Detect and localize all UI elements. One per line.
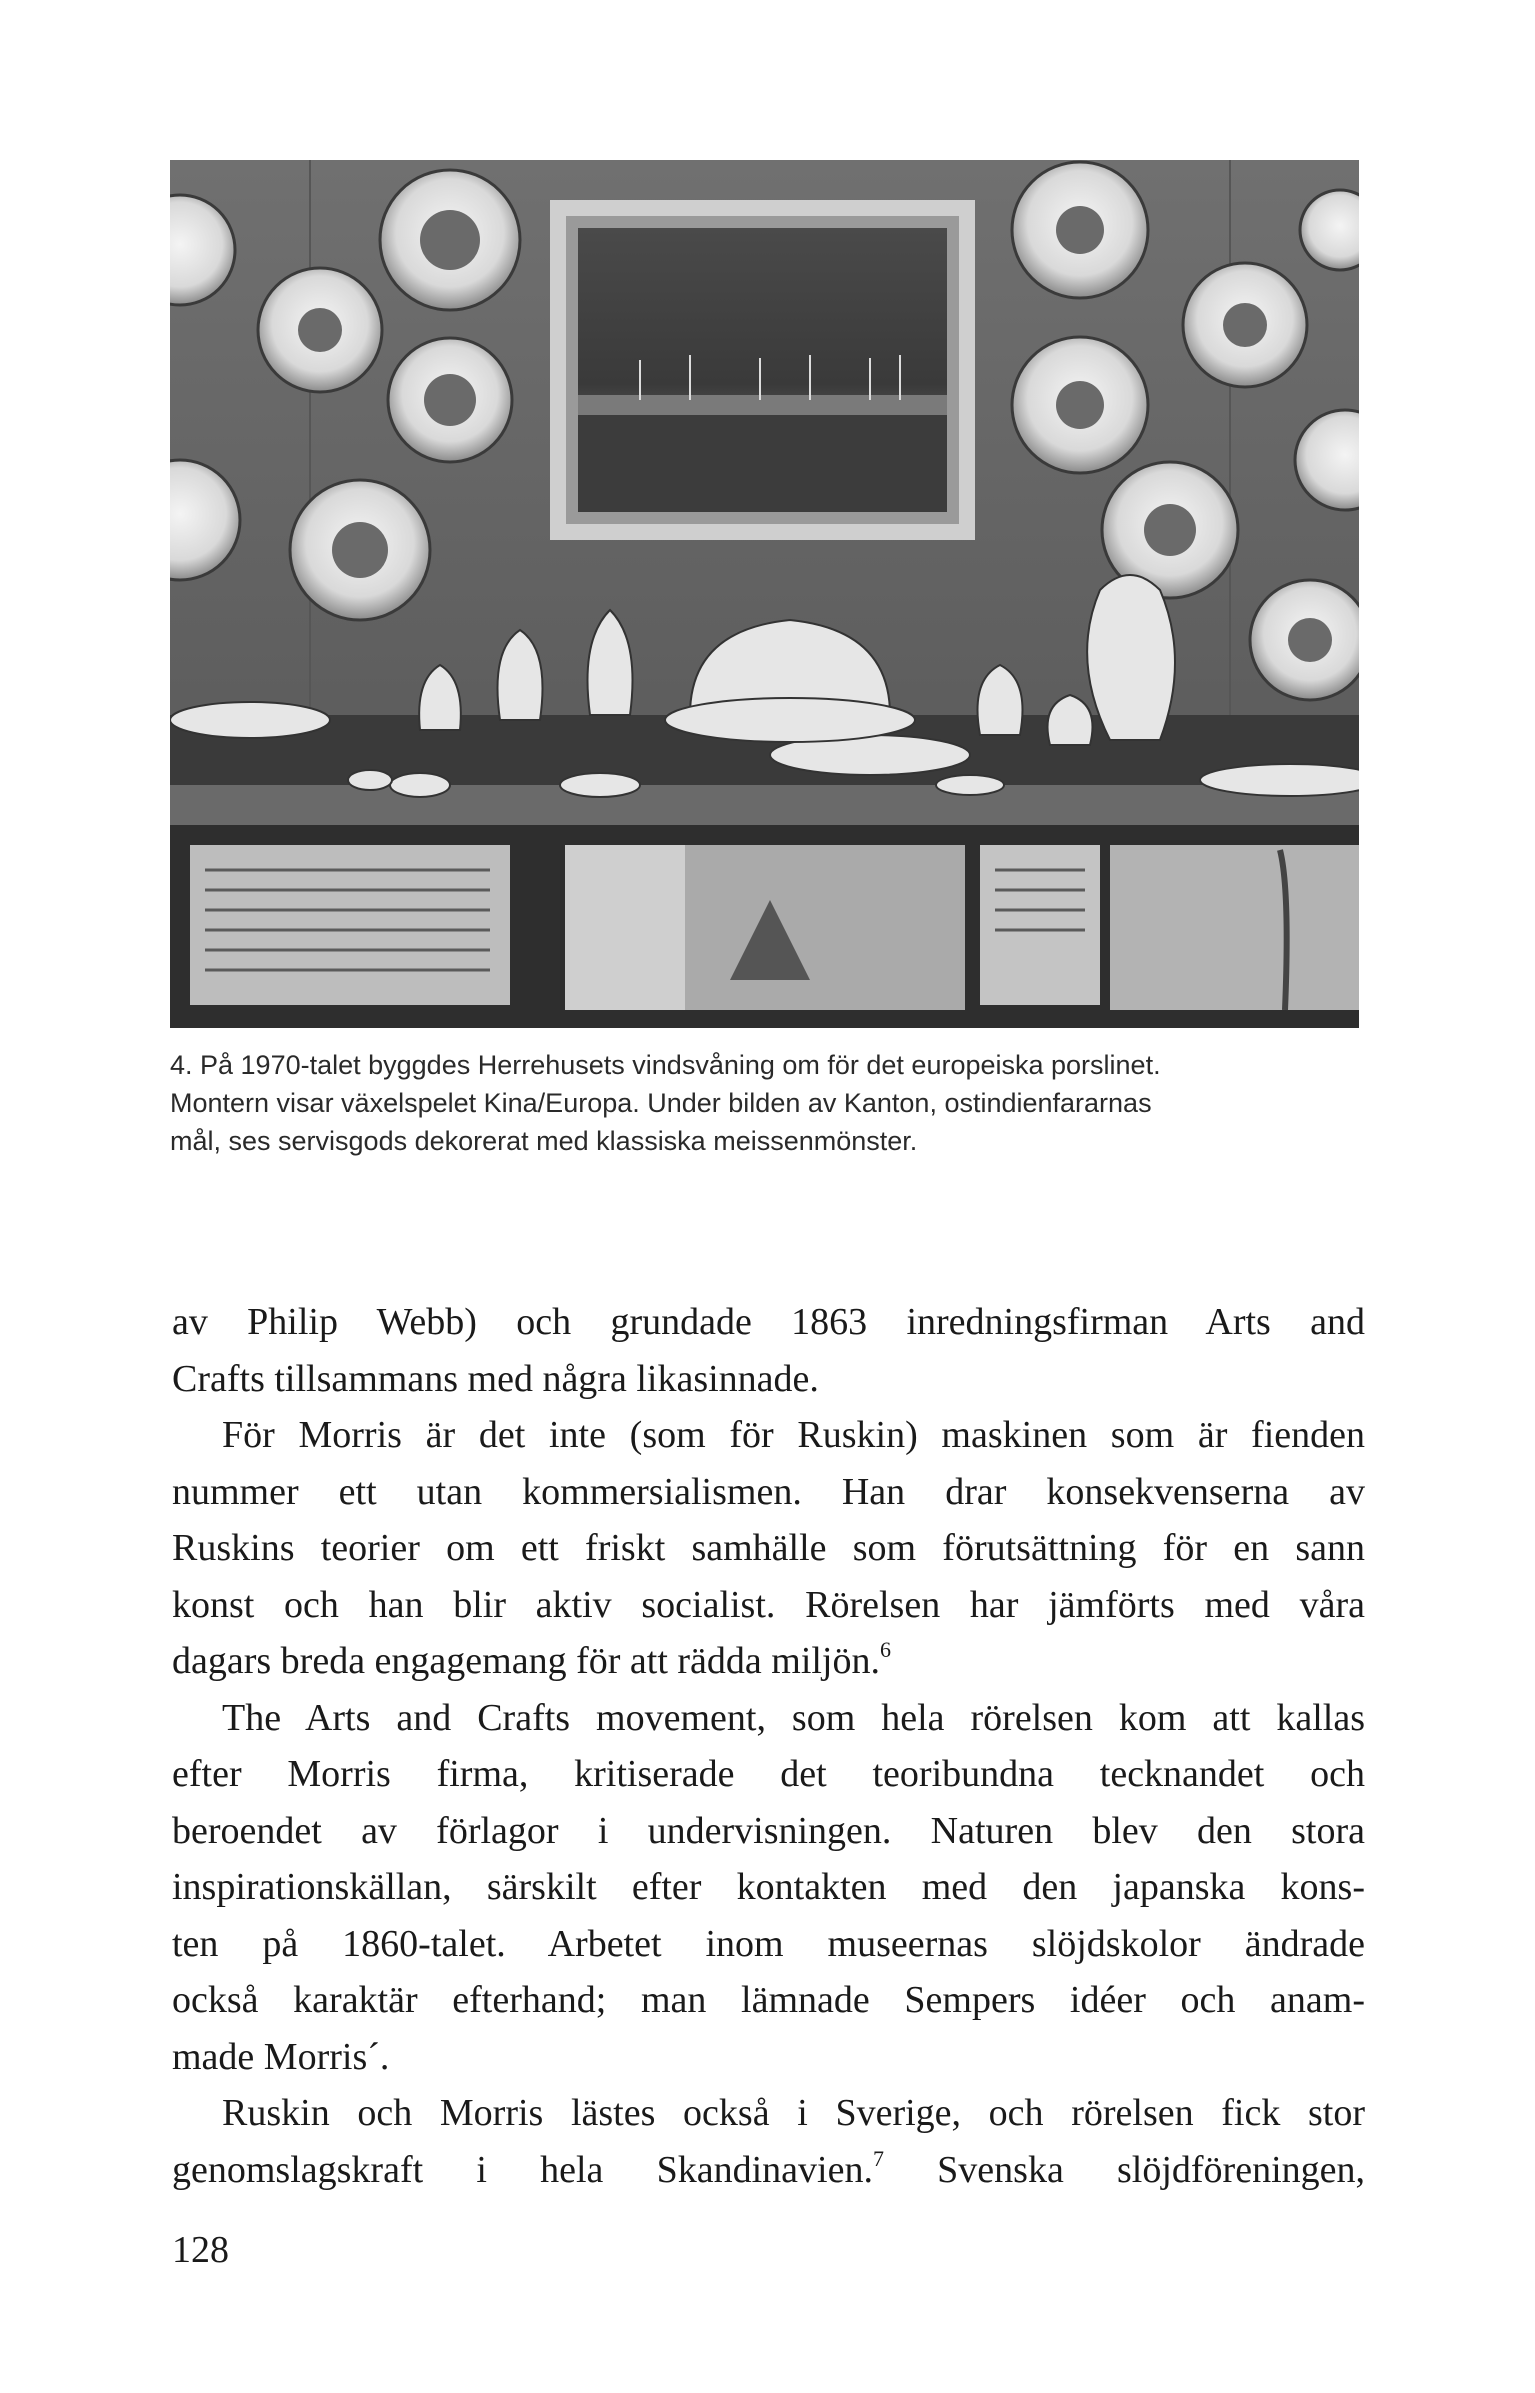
body-line xyxy=(172,2142,1365,2199)
body-line-text: Ruskin och Morris lästes också i Sverige, och rörelsen fick stor xyxy=(222,2092,1365,2134)
body-line xyxy=(172,1633,1365,1690)
body-line-text: också karaktär efterhand; man lämnade Sempers idéer och anam- xyxy=(172,1979,1365,2021)
body-line-text: The Arts and Crafts movement, som hela rörelsen kom att kallas xyxy=(222,1696,1365,1739)
body-line xyxy=(172,2085,1365,2142)
body-line-text: efter Morris firma, kritiserade det teoribundna tecknandet och xyxy=(172,1753,1365,1795)
body-line xyxy=(172,1351,1365,1408)
body-line-text: made Morris´. xyxy=(172,2035,390,2078)
porcelain-display-photo xyxy=(170,160,1359,1028)
body-line-text: Ruskins teorier om ett friskt samhälle som förutsättning för en sann xyxy=(172,1527,1365,1569)
caption-line: Montern visar växelspelet Kina/Europa. Under bilden av Kanton, ostindienfararnas xyxy=(170,1088,1152,1118)
body-line xyxy=(172,1916,1365,1973)
body-line-text: av Philip Webb) och grundade 1863 inredningsfirman Arts and xyxy=(172,1301,1365,1343)
body-line xyxy=(172,1464,1365,1521)
body-line xyxy=(172,1803,1365,1860)
body-line-text: genomslagskraft i hela Skandinavien. xyxy=(172,2148,873,2191)
figure-caption xyxy=(170,1046,1365,1160)
body-line xyxy=(172,1520,1365,1577)
body-line-text: inspirationskällan, särskilt efter kontakten med den japanska kons- xyxy=(172,1866,1365,1908)
body-line-text: ten på 1860-talet. Arbetet inom museernas slöjdskolor ändrade xyxy=(172,1922,1365,1965)
body-line xyxy=(172,2029,1365,2086)
body-line-tail: Svenska slöjdföreningen, xyxy=(883,2148,1366,2191)
footnote-marker: 6 xyxy=(880,1637,891,1662)
body-line-text: Crafts tillsammans med några likasinnade. xyxy=(172,1357,819,1400)
photo-illustration xyxy=(170,160,1359,1028)
body-text xyxy=(172,1294,1365,2198)
body-line-text: nummer ett utan kommersialismen. Han drar konsekvenserna av xyxy=(172,1470,1365,1513)
body-line-text: För Morris är det inte (som för Ruskin) maskinen som är fienden xyxy=(222,1414,1365,1456)
body-line-text: beroendet av förlagor i undervisningen. Naturen blev den stora xyxy=(172,1809,1365,1852)
body-line xyxy=(172,1972,1365,2029)
body-line-text: konst och han blir aktiv socialist. Rörelsen har jämförts med våra xyxy=(172,1583,1365,1626)
page-number: 128 xyxy=(172,2229,229,2271)
footnote-marker: 7 xyxy=(872,2145,884,2171)
body-line-text: dagars breda engagemang för att rädda miljön. xyxy=(172,1640,880,1682)
body-line xyxy=(172,1294,1365,1351)
caption-line: 4. På 1970-talet byggdes Herrehusets vindsvåning om för det europeiska porslinet. xyxy=(170,1050,1161,1080)
body-line xyxy=(172,1407,1365,1464)
caption-line: mål, ses servisgods dekorerat med klassiska meissenmönster. xyxy=(170,1126,918,1156)
body-line xyxy=(172,1690,1365,1747)
body-line xyxy=(172,1577,1365,1634)
body-line xyxy=(172,1859,1365,1916)
body-line xyxy=(172,1746,1365,1803)
